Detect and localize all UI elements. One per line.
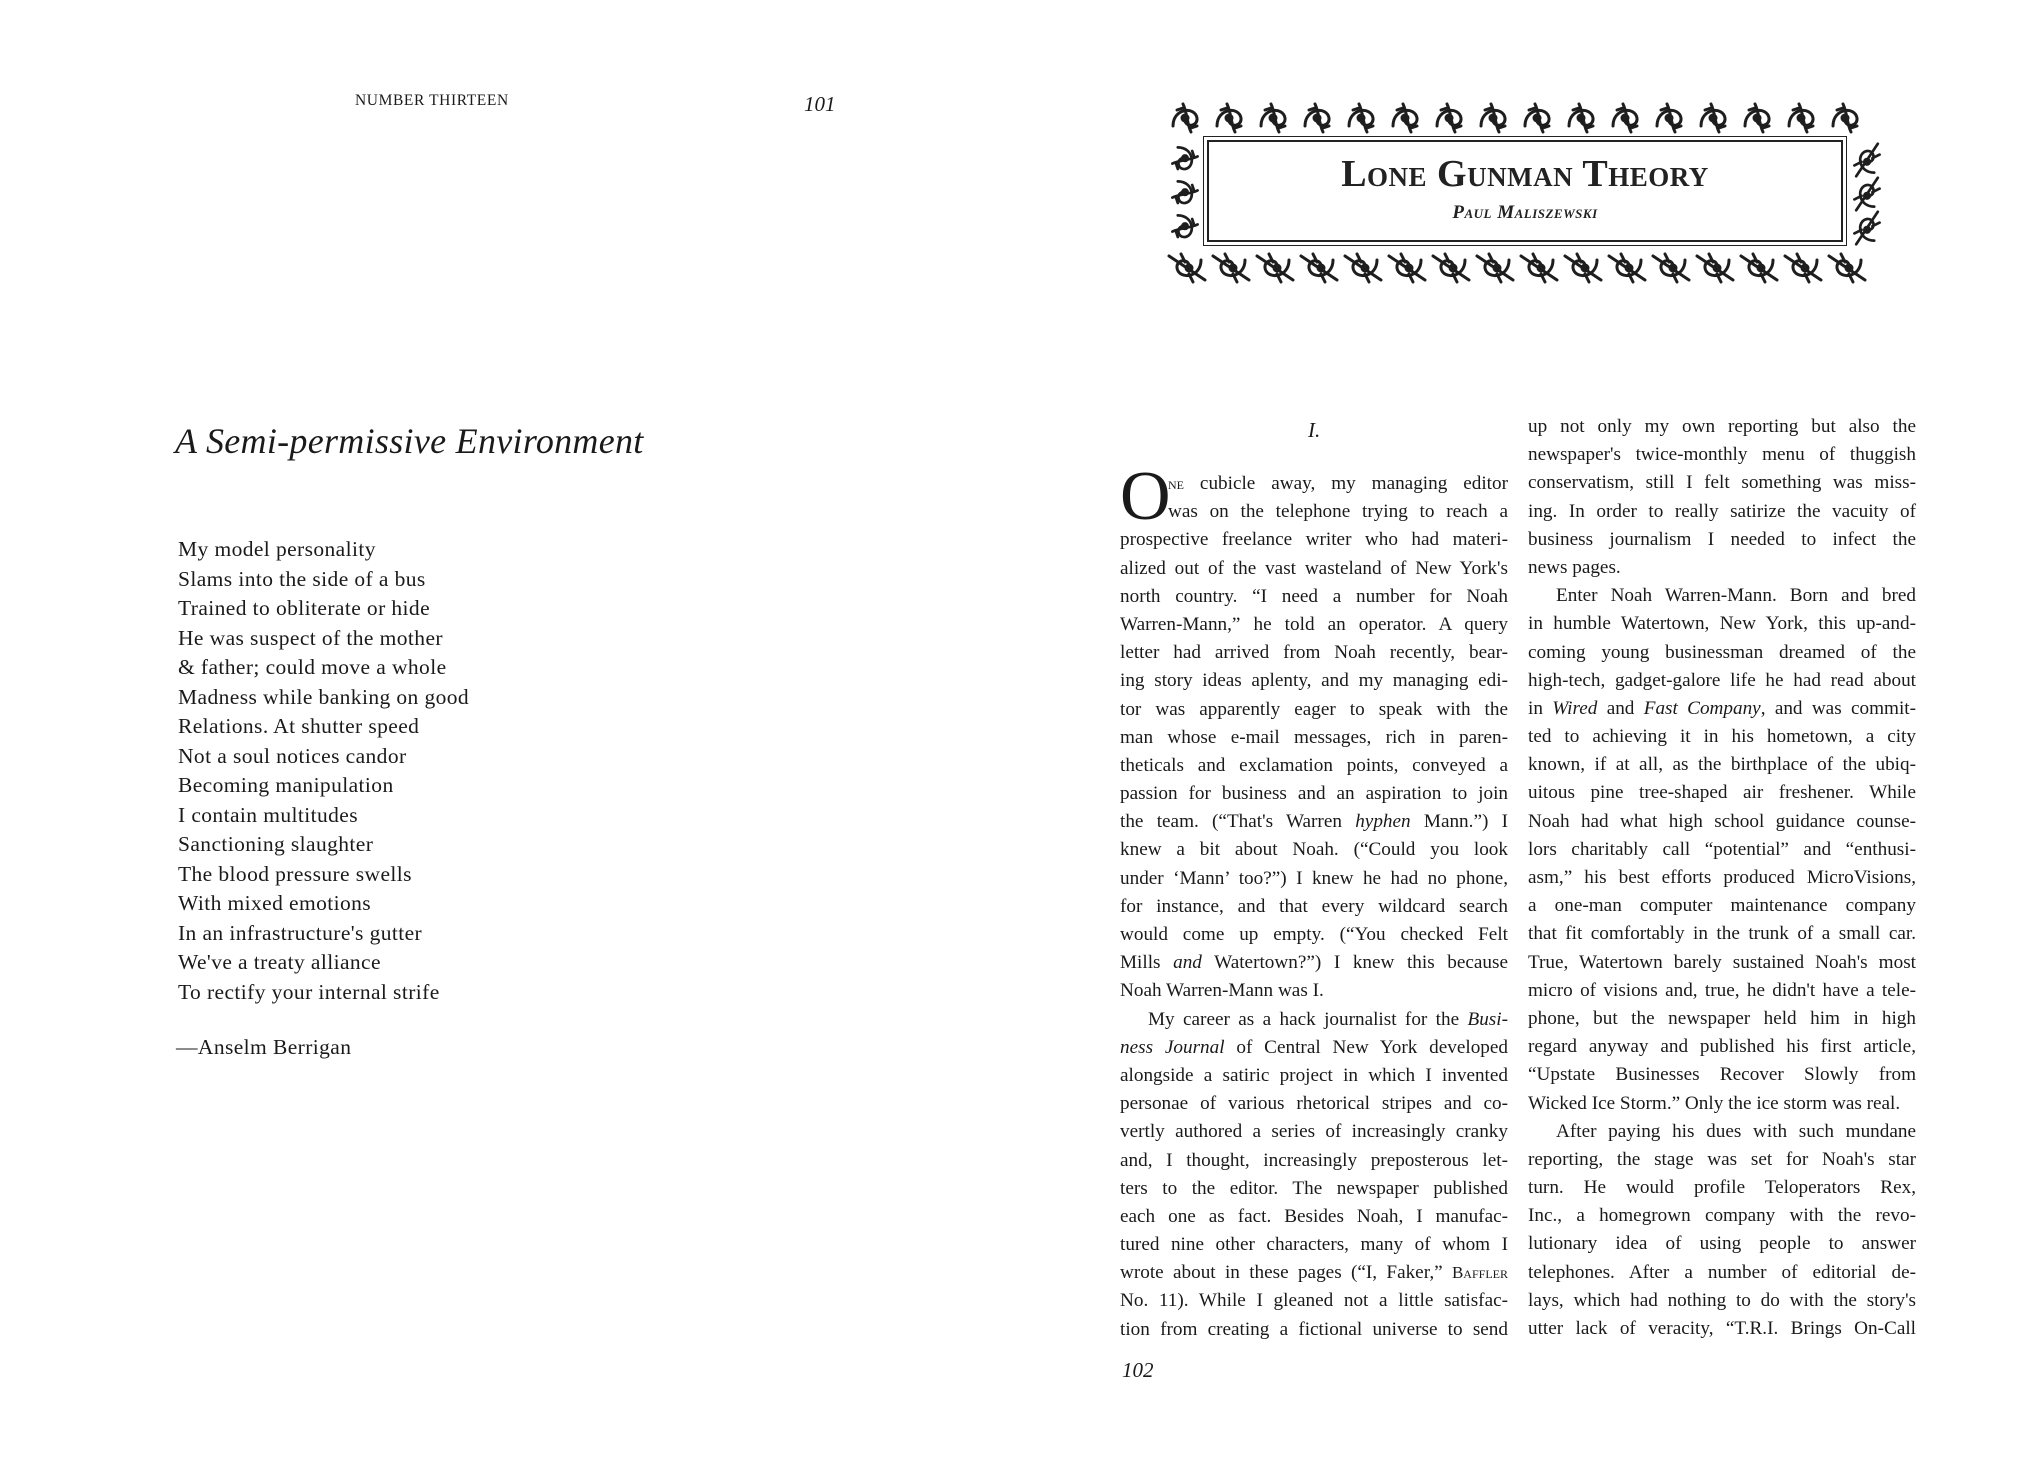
ornament-motif bbox=[1477, 254, 1513, 282]
text-line: that fit comfortably in the trunk of a small car. bbox=[1528, 923, 1916, 945]
ornament-motif bbox=[1301, 254, 1337, 282]
text-line: lutionary idea of using people to answer bbox=[1528, 1233, 1916, 1255]
ornament-motif bbox=[1785, 254, 1821, 282]
text-line: Warren-Mann,” he told an operator. A query bbox=[1120, 613, 1508, 635]
poem-title: A Semi-permissive Environment bbox=[175, 421, 644, 461]
text-line: tor was apparently eager to speak with the bbox=[1120, 698, 1508, 720]
ornament-motif bbox=[1433, 254, 1469, 282]
ornament-motif bbox=[1854, 144, 1879, 176]
text-line: news pages. bbox=[1528, 556, 1621, 578]
ornament-motif bbox=[1521, 254, 1557, 282]
poem-line: Madness while banking on good bbox=[178, 684, 470, 709]
ornament-motif bbox=[1745, 104, 1769, 132]
text-line: turn. He would profile Teloperators Rex, bbox=[1528, 1177, 1916, 1199]
text-line: regard anyway and published his first article, bbox=[1528, 1036, 1916, 1058]
text-line: ne cubicle away, my managing editor bbox=[1168, 473, 1508, 494]
text-line: ted to achieving it in his hometown, a city bbox=[1528, 726, 1916, 748]
ornament-motif bbox=[1257, 254, 1293, 282]
text-line: reporting, the stage was set for Noah's star bbox=[1528, 1148, 1916, 1170]
text-line: “Upstate Businesses Recover Slowly from bbox=[1528, 1064, 1916, 1086]
text-line: under ‘Mann’ too?”) I knew he had no phone, bbox=[1120, 867, 1508, 889]
text-line: in humble Watertown, New York, this up-and- bbox=[1528, 613, 1916, 635]
ornament-motif bbox=[1481, 104, 1505, 132]
text-line: Noah Warren-Mann was I. bbox=[1120, 980, 1324, 1002]
text-line: knew a bit about Noah. (“Could you look bbox=[1120, 839, 1508, 861]
text-line: man whose e-mail messages, rich in paren- bbox=[1120, 726, 1508, 748]
article-column-2 bbox=[1528, 413, 1916, 1343]
ornament-motif bbox=[1789, 104, 1813, 132]
text-line: theticals and exclamation points, conveyed a bbox=[1120, 754, 1508, 776]
text-line: passion for business and an aspiration to join bbox=[1120, 783, 1508, 805]
text-line: newspaper's twice-monthly menu of thuggish bbox=[1528, 444, 1916, 466]
article-header-ornament bbox=[1165, 98, 1887, 288]
text-line: business journalism I needed to infect the bbox=[1528, 528, 1916, 550]
text-line: for instance, and that every wildcard search bbox=[1120, 895, 1508, 917]
text-line: known, if at all, as the birthplace of the ubiq- bbox=[1528, 754, 1916, 776]
text-line: the team. (“That's Warren hyphen Mann.”) I bbox=[1120, 811, 1509, 833]
text-line: wrote about in these pages (“I, Faker,” Baffler bbox=[1120, 1262, 1508, 1284]
text-line: After paying his dues with such mundane bbox=[1556, 1120, 1916, 1142]
poem-line: With mixed emotions bbox=[178, 891, 372, 915]
text-line: conservatism, still I felt something was miss- bbox=[1528, 472, 1916, 494]
text-line: Inc., a homegrown company with the revo- bbox=[1528, 1205, 1916, 1227]
text-line: letter had arrived from Noah recently, bear- bbox=[1120, 642, 1508, 664]
text-line: and, I thought, increasingly preposterous let- bbox=[1120, 1149, 1508, 1171]
ornament-motif bbox=[1169, 254, 1205, 282]
poem-line: Not a soul notices candor bbox=[178, 743, 407, 768]
text-line: utter lack of veracity, “T.R.I. Brings On-Call bbox=[1528, 1318, 1916, 1339]
running-head: NUMBER THIRTEEN bbox=[355, 92, 509, 109]
ornament-motif bbox=[1172, 147, 1197, 169]
text-line: lors charitably call “potential” and “enthusi- bbox=[1528, 838, 1916, 860]
ornament-motif bbox=[1213, 254, 1249, 282]
ornament-motif bbox=[1305, 104, 1329, 132]
ornament-motif bbox=[1854, 212, 1879, 244]
poem-line: Sanctioning slaughter bbox=[178, 832, 374, 856]
poem-line: He was suspect of the mother bbox=[178, 625, 443, 650]
ornament-motif bbox=[1657, 104, 1681, 132]
ornament-motif bbox=[1525, 104, 1549, 132]
text-line: would come up empty. (“You checked Felt bbox=[1120, 924, 1508, 945]
poem-author: —Anselm Berrigan bbox=[176, 1035, 352, 1059]
text-line: lays, which had nothing to do with the story's bbox=[1528, 1289, 1916, 1311]
text-line: tion from creating a fictional universe to send bbox=[1120, 1318, 1508, 1340]
article-author: Paul Maliszewski bbox=[1452, 202, 1598, 223]
text-line: coming young businessman dreamed of the bbox=[1528, 641, 1916, 663]
poem-line: I contain multitudes bbox=[178, 802, 358, 827]
ornament-motif bbox=[1653, 254, 1689, 282]
ornament-motif bbox=[1172, 215, 1197, 237]
text-line: ters to the editor. The newspaper published bbox=[1120, 1177, 1508, 1199]
text-line: alized out of the vast wasteland of New York's bbox=[1120, 557, 1508, 579]
text-line: Wicked Ice Storm.” Only the ice storm was real. bbox=[1528, 1092, 1901, 1114]
text-line: ing. In order to really satirize the vacuity of bbox=[1528, 500, 1916, 522]
ornament-motif bbox=[1261, 104, 1285, 132]
ornament-motif bbox=[1393, 104, 1417, 132]
text-line: phone, but the newspaper held him in high bbox=[1528, 1007, 1916, 1029]
ornament-motif bbox=[1565, 254, 1601, 282]
poem-body bbox=[178, 535, 469, 1007]
article-column-1 bbox=[1120, 458, 1509, 1344]
text-line: telephones. After a number of editorial de- bbox=[1528, 1261, 1916, 1283]
ornament-motif bbox=[1345, 254, 1381, 282]
text-line: up not only my own reporting but also the bbox=[1528, 416, 1916, 437]
ornament-motif bbox=[1569, 104, 1593, 132]
text-line: True, Watertown barely sustained Noah's most bbox=[1528, 951, 1916, 973]
ornament-motif bbox=[1217, 104, 1241, 132]
drop-cap: O bbox=[1120, 458, 1171, 535]
text-line: micro of visions and, true, he didn't have a tele- bbox=[1528, 979, 1916, 1001]
ornament-motif bbox=[1854, 178, 1879, 210]
section-number: I. bbox=[1308, 418, 1321, 442]
text-line: alongside a satiric project in which I invented bbox=[1120, 1064, 1508, 1086]
page-number: 101 bbox=[804, 92, 836, 116]
text-line: was on the telephone trying to reach a bbox=[1168, 501, 1508, 523]
text-line: tured nine other characters, many of whom I bbox=[1120, 1234, 1508, 1256]
poem-line: To rectify your internal strife bbox=[178, 979, 440, 1004]
text-line: asm,” his best efforts produced MicroVisions, bbox=[1528, 867, 1916, 888]
ornament-motif bbox=[1701, 104, 1725, 132]
poem-line: The blood pressure swells bbox=[178, 861, 412, 886]
poem-line: & father; could move a whole bbox=[178, 655, 447, 679]
text-line: Enter Noah Warren-Mann. Born and bred bbox=[1556, 585, 1916, 607]
text-line: uitous pine tree-shaped air freshener. While bbox=[1528, 782, 1916, 804]
text-line: personae of various rhetorical stripes and co- bbox=[1120, 1093, 1508, 1115]
article-title-box bbox=[1207, 140, 1843, 242]
text-line: each one as fact. Besides Noah, I manufac- bbox=[1120, 1205, 1508, 1227]
ornament-motif bbox=[1829, 254, 1865, 282]
ornament-motif bbox=[1697, 254, 1733, 282]
text-line: No. 11). While I gleaned not a little satisfac- bbox=[1120, 1290, 1508, 1312]
text-line: ing story ideas aplenty, and my managing edi- bbox=[1120, 670, 1508, 692]
ornament-motif bbox=[1389, 254, 1425, 282]
text-line: high-tech, gadget-galore life he had read about bbox=[1528, 669, 1916, 691]
text-line: Noah had what high school guidance counse- bbox=[1528, 810, 1916, 832]
text-line: vertly authored a series of increasingly cranky bbox=[1120, 1121, 1508, 1143]
ornament-motif bbox=[1173, 104, 1197, 132]
text-line: in Wired and Fast Company, and was commit- bbox=[1528, 697, 1916, 719]
text-line: ness Journal of Central New York developed bbox=[1120, 1036, 1509, 1058]
ornament-motif bbox=[1741, 254, 1777, 282]
poem-line: My model personality bbox=[178, 537, 376, 561]
poem-line: Becoming manipulation bbox=[178, 773, 394, 797]
left-page bbox=[0, 0, 1012, 1463]
page-number: 102 bbox=[1122, 1358, 1154, 1382]
ornament-motif bbox=[1349, 104, 1373, 132]
text-line: prospective freelance writer who had materi- bbox=[1120, 529, 1508, 551]
ornament-motif bbox=[1172, 181, 1197, 203]
text-line: a one-man computer maintenance company bbox=[1528, 895, 1916, 917]
ornament-motif bbox=[1609, 254, 1645, 282]
text-line: My career as a hack journalist for the Busi- bbox=[1148, 1008, 1508, 1030]
ornament-motif bbox=[1437, 104, 1461, 132]
poem-line: Relations. At shutter speed bbox=[178, 714, 420, 738]
right-page bbox=[1012, 0, 2025, 1463]
text-line: north country. “I need a number for Noah bbox=[1120, 585, 1508, 607]
text-line: Mills and Watertown?”) I knew this because bbox=[1120, 952, 1508, 974]
article-title: Lone Gunman Theory bbox=[1341, 153, 1709, 195]
poem-line: Trained to obliterate or hide bbox=[178, 596, 431, 620]
poem-line: We've a treaty alliance bbox=[178, 950, 381, 974]
ornament-motif bbox=[1833, 104, 1857, 132]
poem-line: In an infrastructure's gutter bbox=[178, 920, 423, 945]
ornament-motif bbox=[1613, 104, 1637, 132]
poem-line: Slams into the side of a bus bbox=[178, 566, 426, 591]
